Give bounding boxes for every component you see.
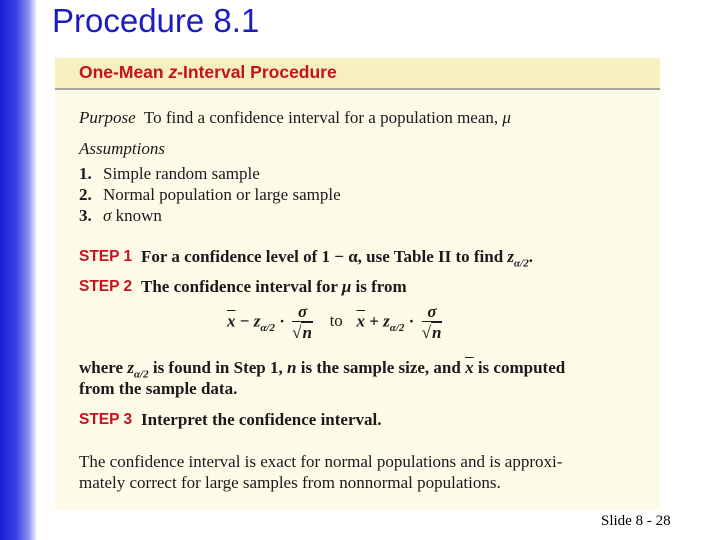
assumption-number: 3. (79, 206, 92, 225)
slide-sidebar-gradient (0, 0, 36, 540)
procedure-title (79, 62, 337, 83)
where-a: where (79, 358, 124, 377)
assumption-number: 2. (79, 185, 92, 204)
formula-z-subscript: α/2 (389, 321, 405, 334)
formula-denominator (292, 322, 313, 343)
purpose-mu-symbol: μ (502, 108, 511, 127)
interval-formula (227, 302, 445, 343)
where-d: is computed (477, 358, 566, 377)
step2-text-b: is from (355, 277, 407, 296)
where-z: z (127, 358, 134, 377)
assumption-sigma-symbol: σ (103, 206, 112, 225)
purpose-line (79, 108, 511, 128)
step1-z: z (507, 247, 515, 266)
where-b: is found in Step 1, (152, 358, 283, 377)
assumption-item (79, 164, 260, 184)
step2-mu: μ (341, 277, 352, 296)
slide-number: Slide 8 - 28 (601, 513, 671, 529)
formula-z-subscript: α/2 (260, 321, 275, 334)
formula-xbar: $\overline{x}$ (227, 311, 236, 331)
where-z-subscript: α/2 (133, 368, 149, 381)
slide-title: Procedure 8.1 (52, 2, 260, 39)
step1-z-subscript: α/2 (514, 257, 529, 270)
where-c: is the sample size, and (300, 358, 461, 377)
step2-text-line (141, 277, 407, 297)
formula-xbar: $\overline{x}$ (356, 311, 365, 331)
formula-plus: + (369, 311, 379, 331)
formula-dot: · (279, 311, 285, 331)
note-line-2: mately correct for large samples from nonnormal populations. (79, 473, 501, 492)
procedure-box (55, 58, 660, 510)
step1-text-line (141, 247, 533, 269)
where-n: n (287, 358, 297, 377)
purpose-text: To find a confidence interval for a population mean, (143, 108, 499, 127)
procedure-title-prefix: One-Mean (79, 62, 169, 82)
formula-sigma: σ (292, 302, 313, 322)
procedure-title-z: z (168, 62, 178, 82)
step1-end: . (528, 247, 533, 266)
purpose-label: Purpose (79, 108, 136, 127)
step2-label: STEP 2 (79, 278, 133, 295)
assumption-item (79, 185, 341, 205)
formula-sigma: σ (422, 302, 443, 322)
assumption-number: 1. (79, 164, 92, 183)
step1-label: STEP 1 (79, 248, 133, 265)
procedure-box-header (55, 58, 660, 90)
formula-denominator (422, 322, 443, 343)
formula-fraction (422, 302, 443, 343)
formula-fraction (292, 302, 313, 343)
assumption-text: Simple random sample (103, 164, 260, 183)
sqrt-symbol: √ (421, 323, 431, 342)
formula-minus: − (239, 311, 250, 331)
assumptions-label: Assumptions (79, 139, 165, 158)
note-line-1: The confidence interval is exact for normal populations and is approxi- (79, 452, 563, 471)
where-line-2: from the sample data. (79, 379, 238, 398)
assumption-item (79, 206, 162, 226)
where-xbar: $\overline{x}$ (465, 358, 474, 377)
assumption-text: known (115, 206, 162, 225)
step1-text: For a confidence level of 1 − α, use Table II to find (141, 247, 504, 266)
step3-text: Interpret the confidence interval. (141, 410, 382, 429)
formula-n: n (302, 323, 312, 342)
step3-label: STEP 3 (79, 411, 133, 428)
formula-z: z (383, 311, 390, 331)
sqrt-symbol: √ (292, 323, 302, 342)
where-line-1 (79, 358, 565, 380)
step2-text-a: The confidence interval for (141, 277, 338, 296)
formula-to: to (329, 311, 343, 331)
formula-n: n (431, 323, 442, 342)
formula-z: z (253, 311, 261, 331)
procedure-title-suffix: -Interval Procedure (177, 62, 337, 82)
assumption-text: Normal population or large sample (103, 185, 341, 204)
formula-dot: · (408, 311, 415, 331)
